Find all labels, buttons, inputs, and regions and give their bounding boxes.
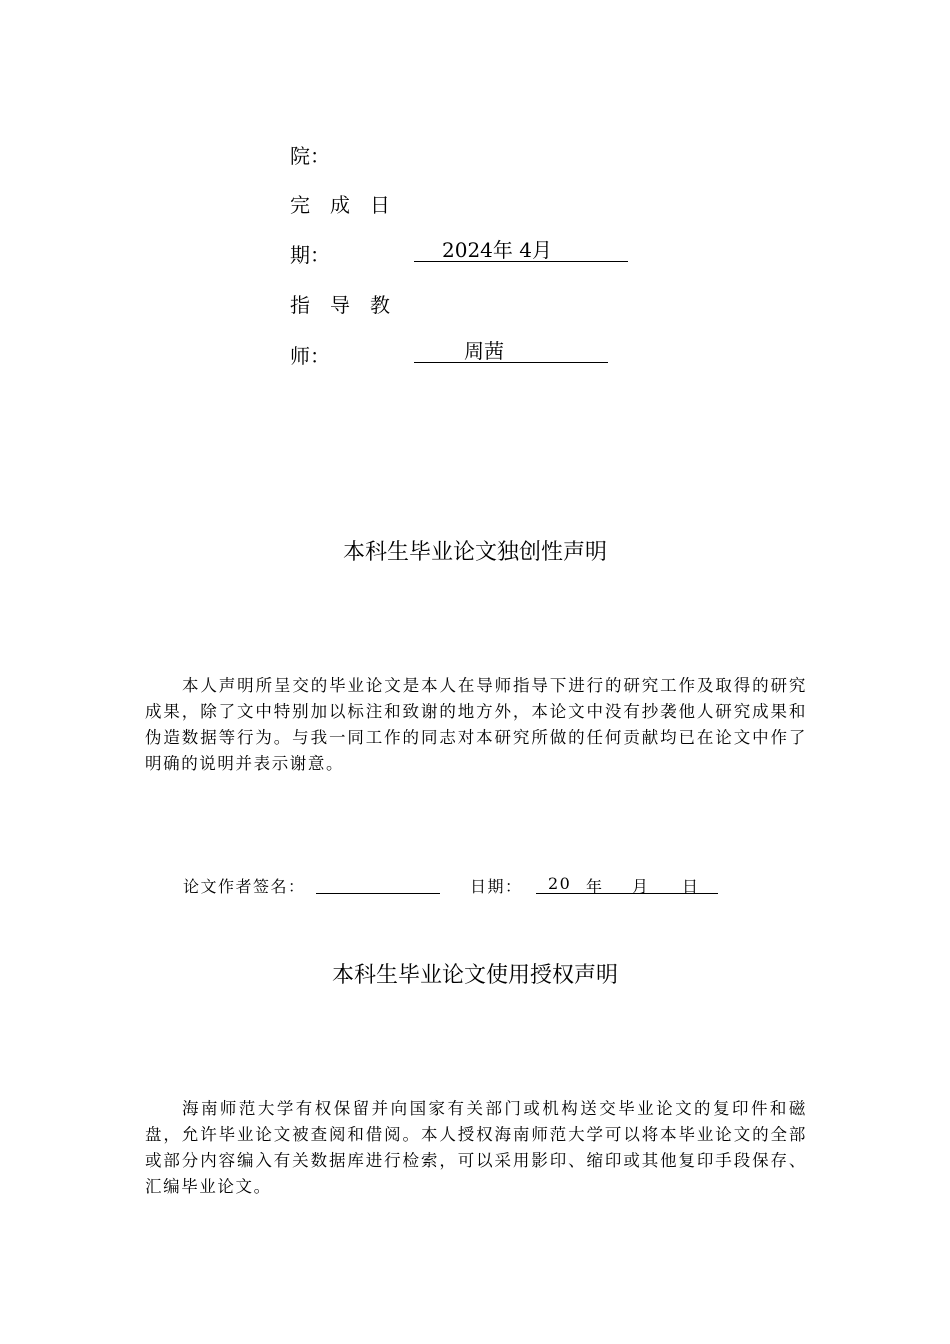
completion-date-label-bottom: 期：	[290, 243, 330, 267]
advisor-label-top: 指 导 教	[290, 293, 390, 317]
advisor-label-bottom: 师：	[290, 344, 330, 368]
date-day-unit: 日	[682, 877, 700, 896]
completion-date-field	[414, 239, 628, 262]
completion-date-label-top: 完 成 日	[290, 193, 390, 217]
originality-title: 本科生毕业论文独创性声明	[342, 540, 607, 565]
authorization-title: 本科生毕业论文使用授权声明	[331, 963, 618, 988]
completion-date-value: 2024年 4月	[442, 238, 552, 262]
date-year-prefix: 20	[548, 874, 572, 893]
author-signature-line[interactable]	[316, 873, 440, 894]
originality-body: 本人声明所呈交的毕业论文是本人在导师指导下进行的研究工作及取得的研究成果，除了文中特别加以标注和致谢的地方外，本论文中没有抄袭他人研究成果和伪造数据等行为。与我一同工作的同志对本研究所做的任何贡献均已在论文中作了明确的说明并表示谢意。	[145, 676, 807, 773]
date-month-unit: 月	[632, 877, 650, 896]
author-signature-label: 论文作者签名：	[183, 877, 306, 896]
college-label: 院：	[290, 144, 330, 168]
authorization-body: 海南师范大学有权保留并向国家有关部门或机构送交毕业论文的复印件和磁盘，允许毕业论文被查阅和借阅。本人授权海南师范大学可以将本毕业论文的全部或部分内容编入有关数据库进行检索，可以采用影印、缩印或其他复印手段保存、汇编毕业论文。	[145, 1099, 807, 1196]
signature-date-label: 日期：	[470, 877, 523, 896]
advisor-value: 周茜	[464, 339, 504, 363]
signature-date-line[interactable]	[536, 873, 718, 894]
advisor-field	[414, 340, 608, 363]
date-year-unit: 年	[586, 877, 604, 896]
